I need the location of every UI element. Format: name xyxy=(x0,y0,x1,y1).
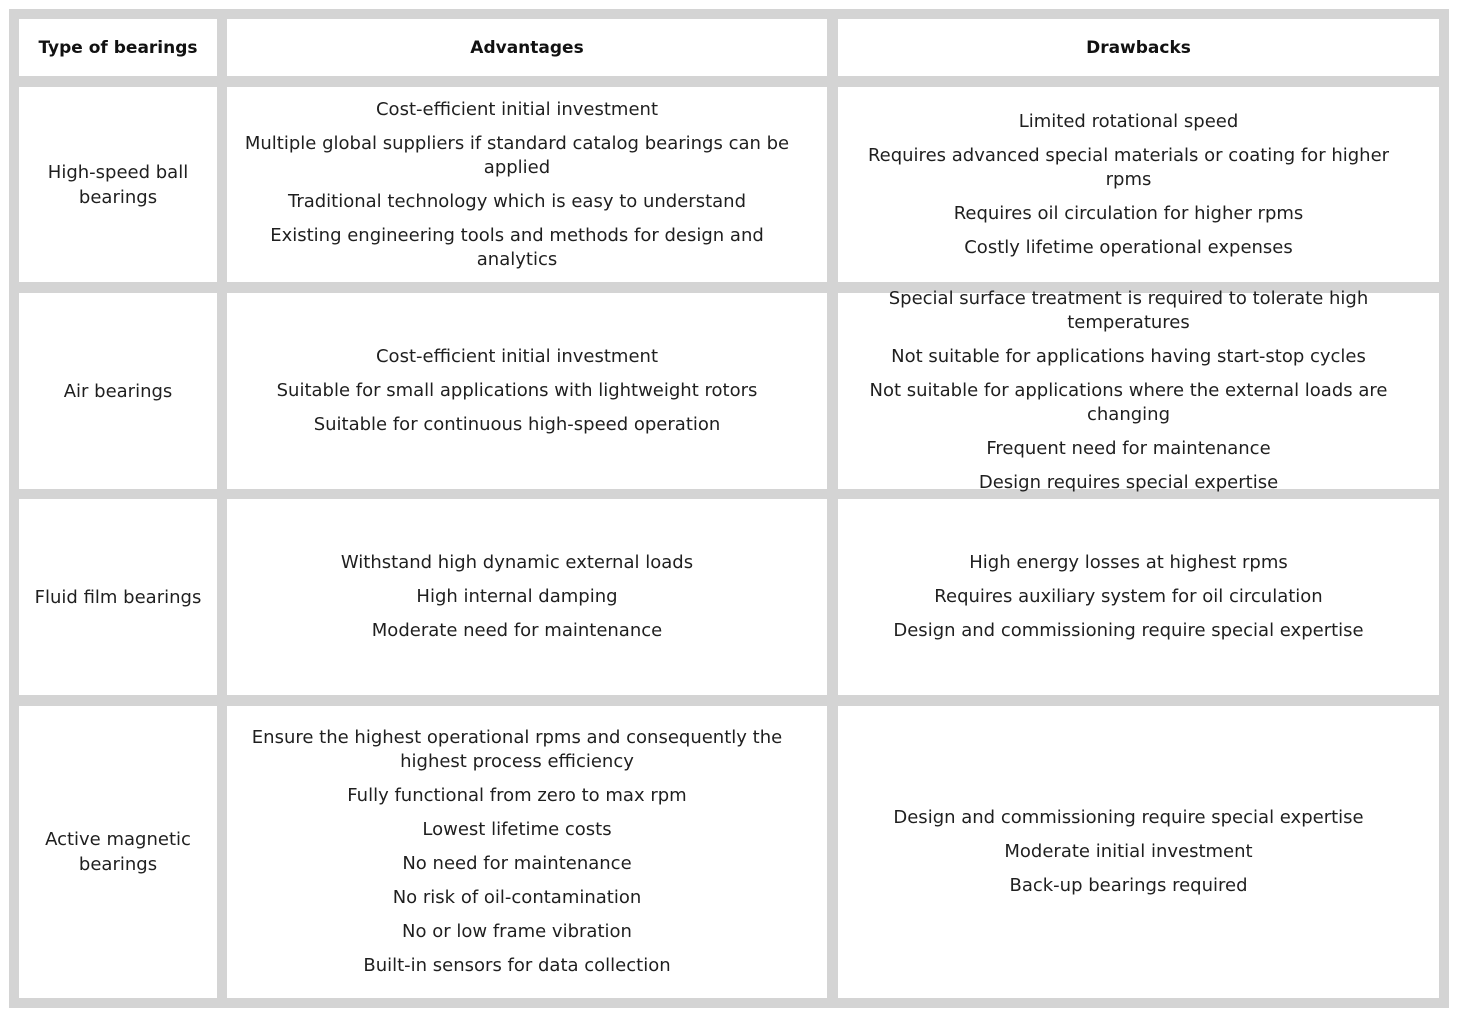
drawback-item: Requires oil circulation for higher rpms xyxy=(953,202,1304,224)
advantage-item: Cost-efficient initial investment xyxy=(375,346,658,367)
advantage-item: Suitable for small applications with lightweight rotors xyxy=(276,380,758,401)
row-type-high-speed-ball xyxy=(19,87,217,282)
drawbacks-active-magnetic xyxy=(838,706,1439,998)
drawback-item: Requires auxiliary system for oil circulation xyxy=(934,586,1323,607)
advantage-item: Traditional technology which is easy to understand xyxy=(287,190,747,212)
type-label: Air bearings xyxy=(63,380,173,402)
drawback-item: High energy losses at highest rpms xyxy=(969,552,1288,573)
advantage-item: Ensure the highest operational rpms and consequently the highest process efficiency xyxy=(251,727,783,772)
drawback-item: Not suitable for applications having start-stop cycles xyxy=(891,346,1366,367)
row-type-fluid-film xyxy=(19,499,217,695)
advantage-item: Suitable for continuous high-speed operation xyxy=(313,414,721,435)
advantages-high-speed-ball xyxy=(227,87,827,282)
advantage-item: Moderate need for maintenance xyxy=(371,620,663,641)
advantage-item: Built-in sensors for data collection xyxy=(363,955,671,976)
advantages-air xyxy=(227,293,827,489)
drawback-item: Special surface treatment is required to tolerate high temperatures xyxy=(888,288,1369,333)
advantage-item: Cost-efficient initial investment xyxy=(375,98,658,120)
advantage-item: No risk of oil-contamination xyxy=(392,887,642,908)
advantage-item: Existing engineering tools and methods for design and analytics xyxy=(270,224,764,270)
advantage-item: Fully functional from zero to max rpm xyxy=(347,785,687,806)
header-drawbacks: Drawbacks xyxy=(838,19,1439,76)
type-label: Active magnetic bearings xyxy=(45,829,191,875)
drawback-item: Costly lifetime operational expenses xyxy=(964,236,1293,258)
drawback-item: Limited rotational speed xyxy=(1018,110,1239,132)
advantage-item: No need for maintenance xyxy=(402,853,632,874)
advantages-fluid-film xyxy=(227,499,827,695)
drawbacks-fluid-film xyxy=(838,499,1439,695)
type-label: Fluid film bearings xyxy=(34,586,202,608)
advantage-item: Multiple global suppliers if standard catalog bearings can be applied xyxy=(244,132,790,178)
header-advantages: Advantages xyxy=(227,19,827,76)
drawback-item: Design requires special expertise xyxy=(978,472,1279,493)
advantage-item: High internal damping xyxy=(416,586,618,607)
bearings-comparison-table xyxy=(9,9,1449,1008)
drawback-item: Not suitable for applications where the external loads are changing xyxy=(869,380,1388,425)
drawback-item: Moderate initial investment xyxy=(1004,841,1253,862)
advantages-active-magnetic xyxy=(227,706,827,998)
advantage-item: No or low frame vibration xyxy=(402,921,632,942)
drawback-item: Back-up bearings required xyxy=(1009,875,1248,896)
drawback-item: Requires advanced special materials or coating for higher rpms xyxy=(867,144,1390,190)
drawback-item: Frequent need for maintenance xyxy=(986,438,1271,459)
advantage-item: Lowest lifetime costs xyxy=(422,819,612,840)
advantage-item: Withstand high dynamic external loads xyxy=(340,552,694,573)
drawback-item: Design and commissioning require special expertise xyxy=(893,620,1364,641)
row-type-air xyxy=(19,293,217,489)
header-type: Type of bearings xyxy=(19,19,217,76)
drawback-item: Design and commissioning require special expertise xyxy=(893,807,1364,828)
row-type-active-magnetic xyxy=(19,706,217,998)
drawbacks-high-speed-ball xyxy=(838,87,1439,282)
type-label: High-speed ball bearings xyxy=(47,161,189,208)
drawbacks-air xyxy=(838,288,1439,493)
